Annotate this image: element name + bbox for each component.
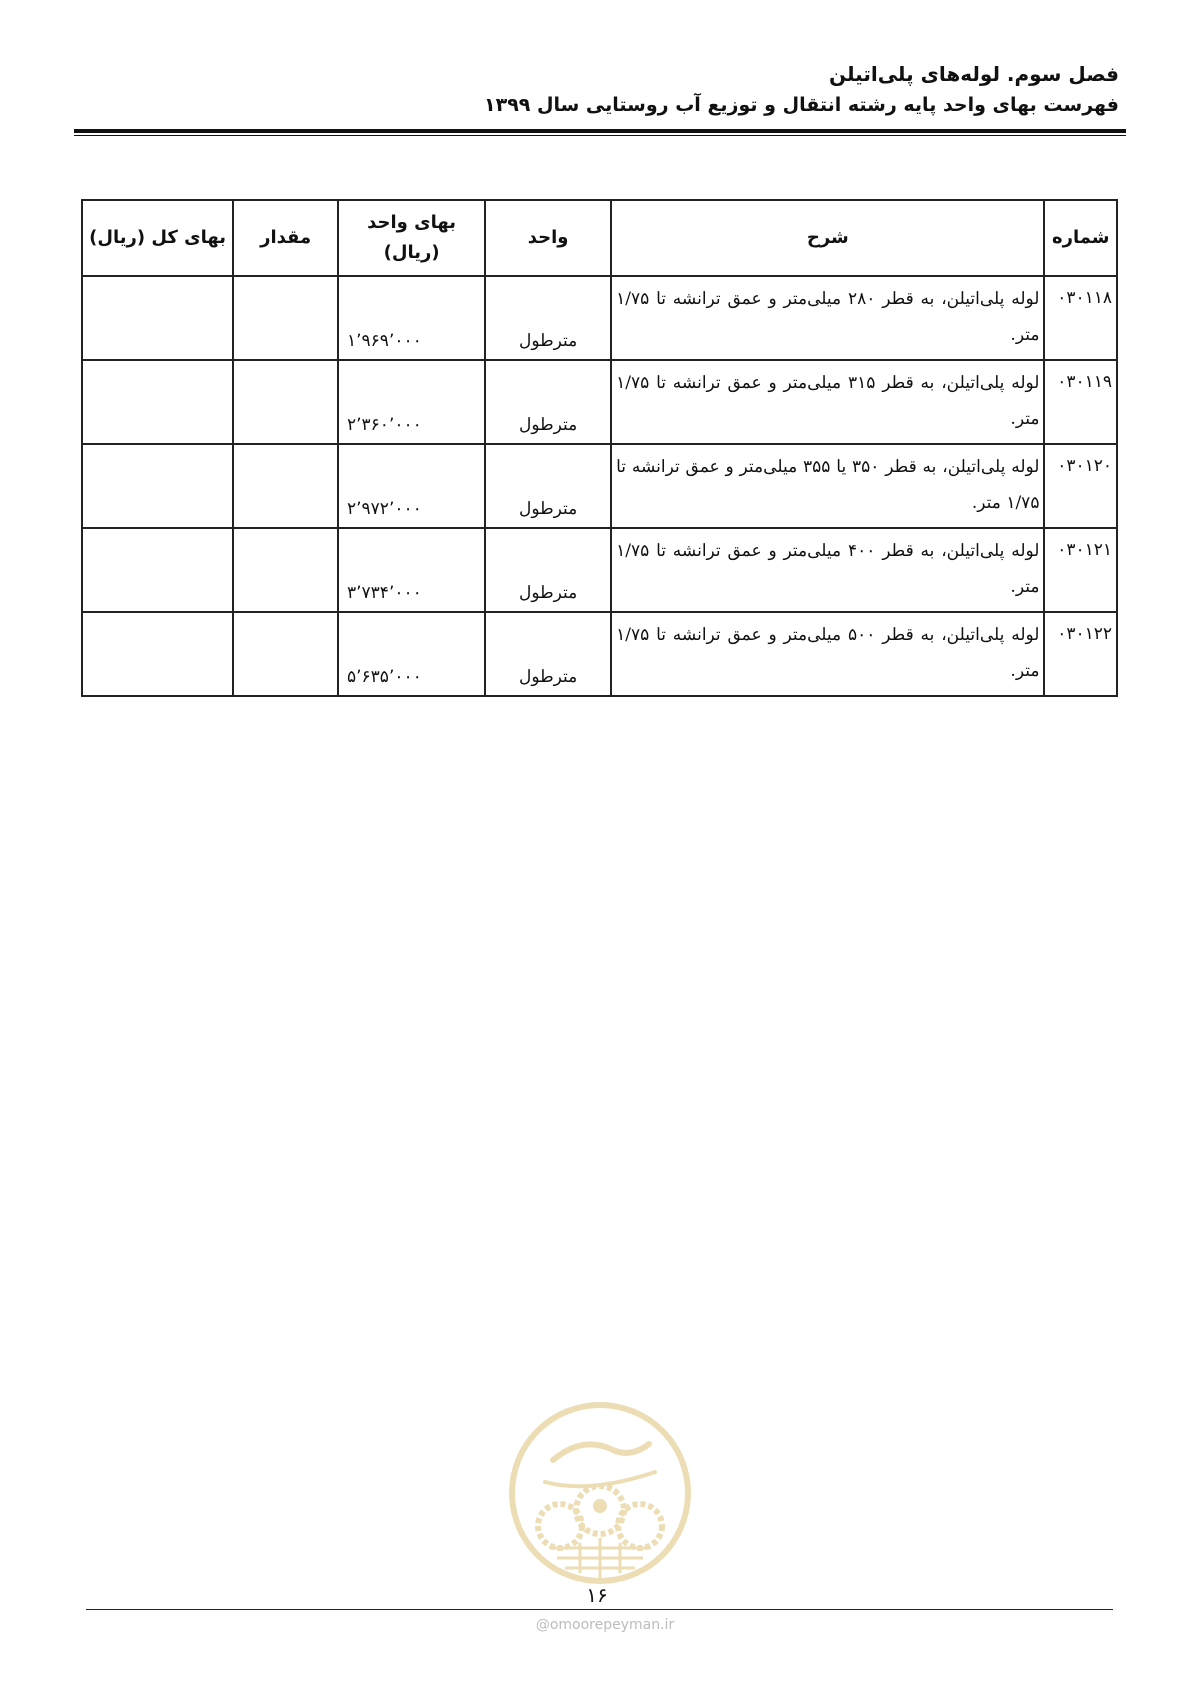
row-unit: مترطول	[485, 444, 611, 528]
watermark-url: @omoorepeyman.ir	[535, 1617, 675, 1633]
table-header-row	[82, 200, 1117, 276]
row-total	[82, 444, 233, 528]
header-quantity: مقدار	[233, 200, 338, 276]
row-total	[82, 276, 233, 360]
header-rule-thick	[74, 129, 1126, 133]
row-unit: مترطول	[485, 360, 611, 444]
row-description: لوله پلی‌اتیلن، به قطر ۲۸۰ میلی‌متر و عمق ترانشه تا ۱/۷۵ متر.	[611, 276, 1044, 360]
chapter-title: فصل سوم. لوله‌های پلی‌اتیلن	[829, 62, 1119, 86]
header-code: شماره	[1044, 200, 1117, 276]
header-rule-thin	[74, 135, 1126, 136]
row-unit-price: ۲٬۹۷۲٬۰۰۰	[338, 444, 485, 528]
table-row	[82, 360, 1117, 444]
header-unit-price-label: بهای واحد	[367, 212, 457, 233]
watermark-logo	[505, 1398, 695, 1588]
table-row	[82, 528, 1117, 612]
row-description: لوله پلی‌اتیلن، به قطر ۴۰۰ میلی‌متر و عمق ترانشه تا ۱/۷۵ متر.	[611, 528, 1044, 612]
row-unit-price: ۲٬۳۶۰٬۰۰۰	[338, 360, 485, 444]
row-total	[82, 612, 233, 696]
table-row	[82, 276, 1117, 360]
row-unit: مترطول	[485, 276, 611, 360]
row-code: ۰۳۰۱۱۹	[1044, 360, 1117, 444]
header-total-price: بهای کل (ریال)	[82, 200, 233, 276]
header-unit-price-currency: (ریال)	[383, 242, 440, 263]
footer-rule	[86, 1609, 1113, 1610]
header-description: شرح	[611, 200, 1044, 276]
table-row	[82, 444, 1117, 528]
row-total	[82, 528, 233, 612]
row-quantity	[233, 360, 338, 444]
page-number: ۱۶	[586, 1583, 608, 1607]
row-unit: مترطول	[485, 612, 611, 696]
document-subtitle: فهرست بهای واحد پایه رشته انتقال و توزیع آب روستایی سال ۱۳۹۹	[484, 94, 1119, 116]
row-quantity	[233, 528, 338, 612]
row-quantity	[233, 276, 338, 360]
row-code: ۰۳۰۱۱۸	[1044, 276, 1117, 360]
row-description: لوله پلی‌اتیلن، به قطر ۵۰۰ میلی‌متر و عمق ترانشه تا ۱/۷۵ متر.	[611, 612, 1044, 696]
row-code: ۰۳۰۱۲۱	[1044, 528, 1117, 612]
header-unit: واحد	[485, 200, 611, 276]
row-quantity	[233, 612, 338, 696]
price-table	[81, 199, 1118, 697]
row-description: لوله پلی‌اتیلن، به قطر ۳۵۰ یا ۳۵۵ میلی‌متر و عمق ترانشه تا ۱/۷۵ متر.	[611, 444, 1044, 528]
row-quantity	[233, 444, 338, 528]
table-row	[82, 612, 1117, 696]
row-description: لوله پلی‌اتیلن، به قطر ۳۱۵ میلی‌متر و عمق ترانشه تا ۱/۷۵ متر.	[611, 360, 1044, 444]
row-unit-price: ۳٬۷۳۴٬۰۰۰	[338, 528, 485, 612]
row-code: ۰۳۰۱۲۰	[1044, 444, 1117, 528]
page-header	[69, 58, 1119, 120]
header-unit-price	[338, 200, 485, 276]
row-total	[82, 360, 233, 444]
row-unit-price: ۵٬۶۳۵٬۰۰۰	[338, 612, 485, 696]
row-code: ۰۳۰۱۲۲	[1044, 612, 1117, 696]
row-unit: مترطول	[485, 528, 611, 612]
row-unit-price: ۱٬۹۶۹٬۰۰۰	[338, 276, 485, 360]
